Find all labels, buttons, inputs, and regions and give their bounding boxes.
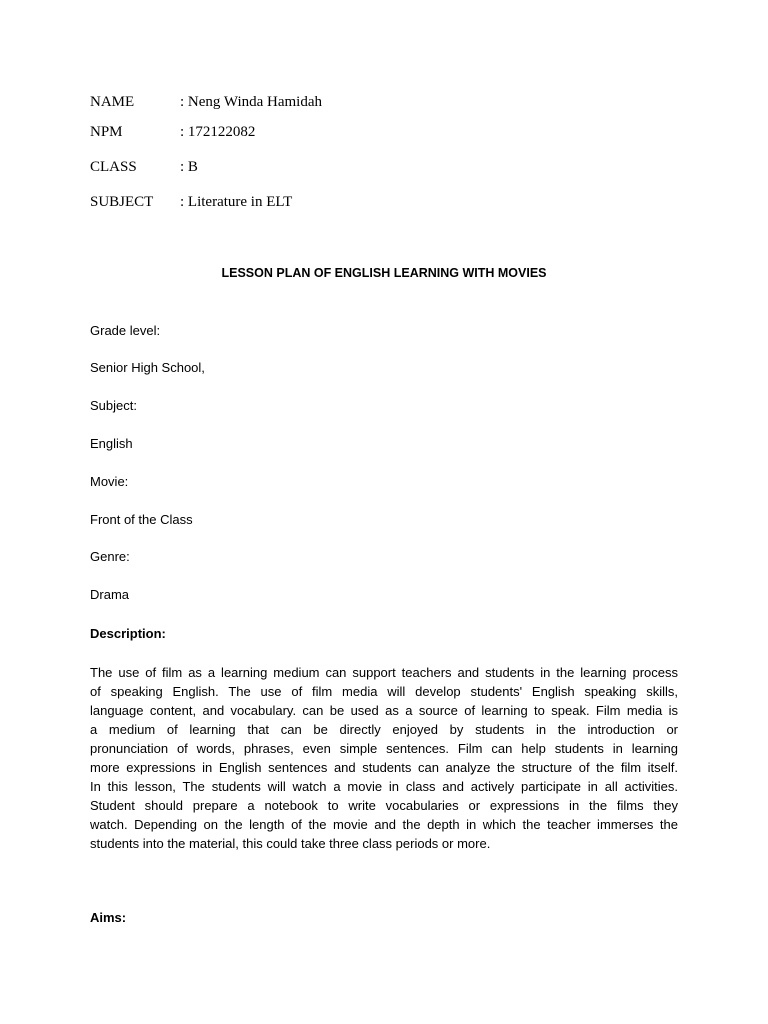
document-title: LESSON PLAN OF ENGLISH LEARNING WITH MOVIES: [221, 266, 547, 280]
subject-label: SUBJECT: [90, 194, 154, 210]
movie-label: Movie:: [90, 474, 129, 489]
description-line: The use of film as a learning medium can support teachers and students in the learning process: [90, 665, 678, 680]
description-line: pronunciation of words, phrases, even simple sentences. Film can help students in learning: [90, 741, 678, 756]
subject-row: [90, 193, 292, 211]
description-line: a medium of learning that can be directly enjoyed by students in the introduction or: [90, 722, 678, 737]
description-line: language content, and vocabulary. can be used as a source of learning to speak. Film media is: [90, 703, 678, 718]
subject-field-label: Subject:: [90, 398, 137, 413]
subject-field-value: English: [90, 436, 133, 451]
description-label: Description:: [90, 626, 166, 641]
npm-row: [90, 123, 255, 141]
subject-value: : Literature in ELT: [180, 194, 293, 210]
description-paragraph: [90, 663, 678, 853]
npm-label: NPM: [90, 124, 123, 140]
description-line: In this lesson, The students will watch a movie in class and actively participate in all activities.: [90, 779, 678, 794]
name-value: : Neng Winda Hamidah: [180, 94, 323, 110]
description-line: more expressions in English sentences and students can analyze the structure of the film itself.: [90, 760, 678, 775]
name-label: NAME: [90, 94, 135, 110]
grade-level-value: Senior High School,: [90, 360, 205, 375]
name-row: [90, 93, 322, 111]
genre-value: Drama: [90, 587, 130, 602]
genre-label: Genre:: [90, 549, 130, 564]
npm-value: : 172122082: [180, 124, 256, 140]
description-line: Student should prepare a notebook to write vocabularies or expressions in the films they: [90, 798, 678, 813]
class-row: [90, 158, 198, 176]
movie-value: Front of the Class: [90, 512, 193, 527]
class-value: : B: [180, 159, 198, 175]
grade-level-label: Grade level:: [90, 323, 161, 338]
class-label: CLASS: [90, 159, 137, 175]
aims-label: Aims:: [90, 910, 127, 925]
description-line: watch. Depending on the length of the movie and the depth in which the teacher immerses the: [90, 817, 678, 832]
description-line: students into the material, this could take three class periods or more.: [90, 836, 491, 851]
description-line: of speaking English. The use of film media will develop students' English speaking skills,: [90, 684, 678, 699]
